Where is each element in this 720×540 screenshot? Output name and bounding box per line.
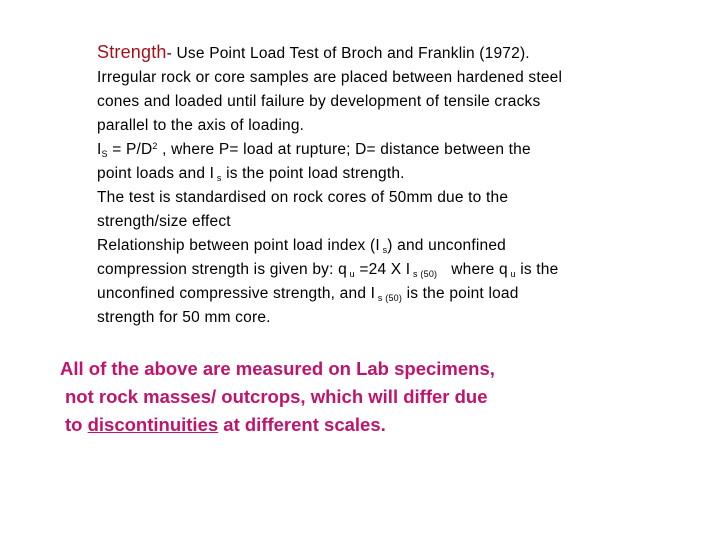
relationship-line-3-end: is the point load: [402, 285, 519, 302]
relationship-line-1-start: Relationship between point load index (I: [97, 237, 380, 254]
highlight-line-1: All of the above are measured on Lab specimens,: [60, 358, 495, 379]
formula-line: [97, 138, 657, 162]
relationship-line-2-subscript-u2: u: [507, 269, 516, 279]
heading-title: Strength: [97, 42, 167, 62]
formula-square: 2: [152, 141, 158, 151]
paragraph-3-line-2: strength/size effect: [97, 213, 231, 230]
formula-line-2-subscript: s: [214, 173, 222, 183]
formula-equation: = P/D: [107, 141, 153, 158]
formula-is-subscript: S: [101, 149, 108, 159]
relationship-line-2-start: compression strength is given by: q: [97, 261, 347, 278]
relationship-line-3-start: unconfined compressive strength, and I: [97, 285, 376, 302]
highlight-line-3-start: to: [65, 414, 88, 435]
relationship-line-2-subscript-s50: s (50): [410, 269, 438, 279]
formula-definition: , where P= load at rupture; D= distance between the: [157, 141, 531, 158]
relationship-line-3: [97, 282, 657, 306]
highlight-line-3: [60, 411, 580, 439]
formula-line-2: [97, 162, 657, 186]
relationship-line-2-end: is the: [515, 261, 559, 278]
highlight-line-2: not rock masses/ outcrops, which will differ due: [65, 386, 488, 407]
relationship-line-2-formula: =24 X I: [354, 261, 411, 278]
relationship-line-4: strength for 50 mm core.: [97, 309, 271, 326]
relationship-line-1: [97, 234, 657, 258]
slide-body: [97, 40, 657, 330]
relationship-line-2: [97, 258, 657, 282]
highlight-underlined-word: discontinuities: [87, 414, 219, 435]
formula-line-2-end: is the point load strength.: [221, 165, 405, 182]
formula-line-2-start: point loads and I: [97, 165, 215, 182]
relationship-line-2-subscript-u: u: [346, 269, 355, 279]
relationship-line-1-subscript: s: [379, 245, 388, 255]
heading-rest: - Use Point Load Test of Broch and Franklin (1972).: [166, 45, 530, 62]
relationship-line-3-subscript: s (50): [375, 293, 403, 303]
highlight-note: [60, 355, 580, 439]
heading-line: [97, 40, 657, 66]
paragraph-1-line-2: cones and loaded until failure by development of tensile cracks: [97, 93, 541, 110]
paragraph-3-line-1: The test is standardised on rock cores of 50mm due to the: [97, 189, 509, 206]
formula-is-letter: I: [97, 141, 102, 158]
relationship-line-2-where: where q: [451, 261, 508, 278]
relationship-line-1-end: ) and unconfined: [387, 237, 506, 254]
paragraph-1-line-3: parallel to the axis of loading.: [97, 117, 305, 134]
paragraph-1-line-1: Irregular rock or core samples are placed between hardened steel: [97, 69, 563, 86]
highlight-line-3-end: at different scales.: [218, 414, 386, 435]
